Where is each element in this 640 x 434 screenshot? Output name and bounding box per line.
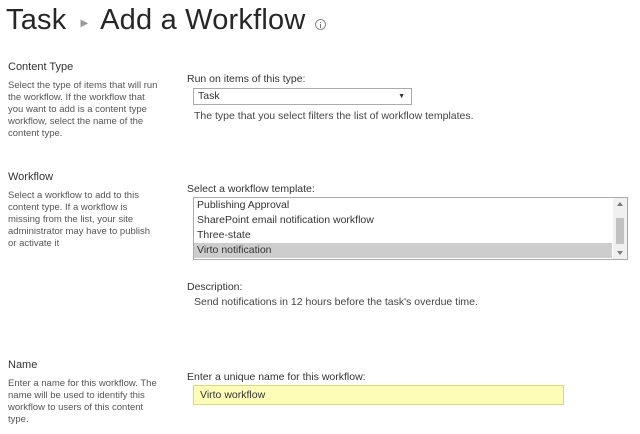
- workflow-template-item[interactable]: SharePoint email notification workflow: [197, 214, 374, 226]
- workflow-template-list[interactable]: [193, 197, 628, 260]
- scroll-up-arrow-icon[interactable]: [617, 202, 623, 206]
- name-section-description: Enter a name for this workflow. The name will be used to identify this workflow to users of this content type.: [8, 378, 157, 425]
- list-scrollbar[interactable]: [613, 198, 627, 259]
- info-icon[interactable]: [315, 19, 326, 30]
- scrollbar-thumb[interactable]: [616, 218, 624, 244]
- workflow-template-item[interactable]: Three-state: [197, 229, 251, 241]
- content-type-section-title: Content Type: [8, 61, 74, 73]
- breadcrumb-separator-icon: ▶: [80, 17, 89, 29]
- content-type-select[interactable]: [193, 88, 412, 105]
- name-section-title: Name: [8, 359, 38, 371]
- workflow-template-item-selected[interactable]: Virto notification: [194, 243, 612, 258]
- scroll-down-arrow-icon[interactable]: [617, 251, 623, 255]
- breadcrumb-parent[interactable]: Task: [6, 3, 67, 36]
- content-type-section-description: Select the type of items that will run the workflow. If the workflow that you want to add is a content type workflow, select the name of the content type.: [8, 80, 158, 139]
- workflow-template-item[interactable]: Publishing Approval: [197, 199, 290, 211]
- workflow-name-input[interactable]: Virto workflow: [193, 385, 564, 405]
- workflow-description-label: Description:: [187, 281, 243, 293]
- dropdown-arrow-icon[interactable]: ▼: [398, 93, 405, 100]
- page-title: Add a Workflow: [100, 3, 306, 36]
- run-on-items-label: Run on items of this type:: [187, 73, 306, 85]
- workflow-section-title: Workflow: [8, 171, 54, 183]
- workflow-description-text: Send notifications in 12 hours before the task's overdue time.: [194, 296, 478, 308]
- page-header: [6, 2, 326, 38]
- content-type-hint: The type that you select filters the list of workflow templates.: [194, 110, 474, 122]
- content-type-select-value: Task: [198, 90, 220, 102]
- workflow-section-description: Select a workflow to add to this content type. If a workflow is missing from the list, your site administrator may have to publish or activate it: [8, 190, 151, 249]
- workflow-name-label: Enter a unique name for this workflow:: [187, 371, 366, 383]
- workflow-template-label: Select a workflow template:: [187, 183, 315, 195]
